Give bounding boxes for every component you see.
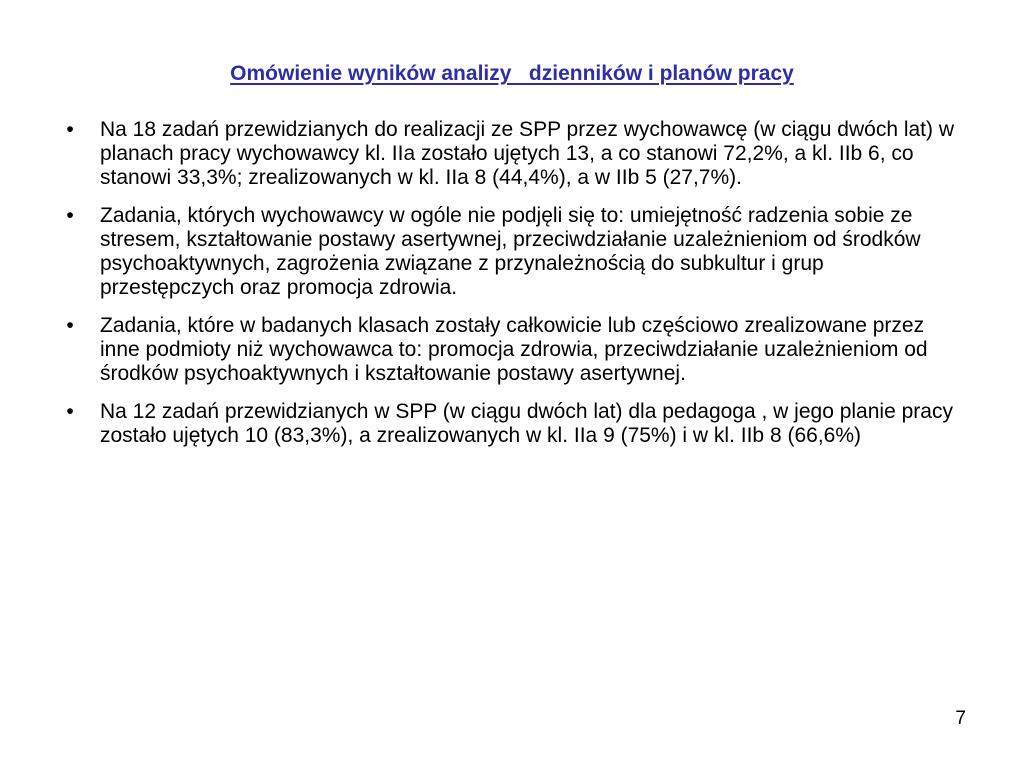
bullet-item (60, 400, 960, 448)
page-number: 7 (955, 708, 966, 729)
bullet-item (60, 314, 960, 386)
bullet-item (60, 204, 960, 300)
slide-title: Omówienie wyników analizy dzienników i planów pracy (230, 62, 794, 85)
bullet-item (60, 118, 960, 190)
bullet-list (60, 118, 960, 448)
bullet-text: Zadania, które w badanych klasach zostały całkowicie lub częściowo zrealizowane przez inne podmioty niż wychowawca to: promocja zdrowia, przeciwdziałanie uzależnieniom od środków psychoaktywnych i kształtowanie postawy asertywnej. (100, 314, 928, 385)
bullet-text: Zadania, których wychowawcy w ogóle nie podjęli się to: umiejętność radzenia sobie ze stresem, kształtowanie postawy asertywnej, przeciwdziałanie uzależnieniom od środków psychoaktywnych, zagrożenia związane z przynależnością do subkultur i grup przestępczych oraz promocja zdrowia. (100, 204, 921, 299)
bullet-text: Na 18 zadań przewidzianych do realizacji ze SPP przez wychowawcę (w ciągu dwóch lat) w planach pracy wychowawcy kl. IIa zostało ujętych 13, a co stanowi 72,2%, a kl. IIb 6, co stanowi 33,3%; zrealizowanych w kl. IIa 8 (44,4%), a w IIb 5 (27,7%). (100, 118, 955, 189)
bullet-dot-icon: • (66, 204, 74, 227)
bullet-dot-icon: • (66, 314, 74, 337)
bullet-text: Na 12 zadań przewidzianych w SPP (w ciągu dwóch lat) dla pedagoga , w jego planie pracy zostało ujętych 10 (83,3%), a zrealizowanych w kl. IIa 9 (75%) i w kl. IIb 8 (66,6%) (100, 400, 953, 447)
bullet-dot-icon: • (66, 118, 74, 141)
bullet-dot-icon: • (66, 400, 74, 423)
